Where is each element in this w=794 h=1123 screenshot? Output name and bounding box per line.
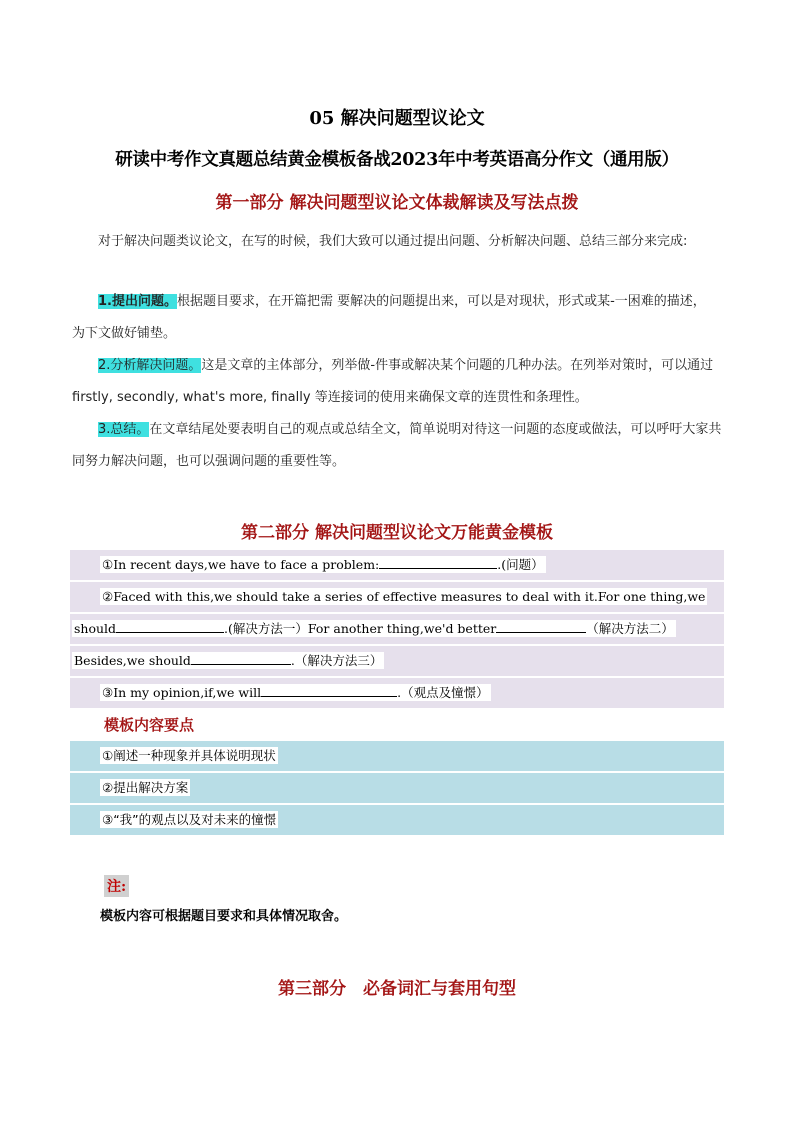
document-subtitle: 研读中考作文真题总结黄金模板备战2023年中考英语高分作文（通用版）: [115, 150, 679, 170]
note-label: 注:: [104, 875, 129, 897]
part1-heading: 第一部分 解决问题型议论文体裁解读及写法点拨: [215, 193, 579, 213]
document-title: 05 解决问题型议论文: [309, 108, 485, 129]
point1-text: 根据题目要求，在开篇把需 要解决的问题提出来，可以是对现状，形式或某-一困难的描述， 为下文做好铺垫。: [72, 294, 706, 341]
template-line-5: ③In my opinion,if,we will .（观点及憧憬）: [70, 678, 724, 708]
part1-point3: [72, 414, 722, 478]
point2-text: 这是文章的主体部分，列举做-件事或解决某个问题的几种办法。在列举对策时，可以通过 firstly, secondly, what's more, finally 等连接词的使用来确保文章的连贯性和条理性。: [72, 358, 714, 405]
part1-intro: 对于解决问题类议论文，在写的时候，我们大致可以通过提出问题、分析解决问题、总结三部分来完成:: [98, 234, 688, 249]
template-line-1: ①In recent days,we have to face a problem: .(问题）: [70, 550, 724, 580]
part3-heading: 第三部分 必备词汇与套用句型: [278, 979, 516, 999]
template-line-4: Besides,we should .（解决方法三）: [70, 646, 724, 676]
template-line-3: should .(解决方法一）For another thing,we'd better （解决方法二）: [70, 614, 724, 644]
part1-point1: [72, 286, 722, 350]
point3-label: 3.总结。: [98, 422, 150, 437]
point1-label: 1.提出问题。: [98, 294, 177, 309]
note-text: 模板内容可根据题目要求和具体情况取舍。: [100, 909, 348, 924]
template-point-3: ③“我”的观点以及对未来的憧憬: [70, 805, 724, 835]
part2-heading: 第二部分 解决问题型议论文万能黄金模板: [241, 523, 553, 543]
template-line-2: ②Faced with this,we should take a series of effective measures to deal with it.For one thing,we: [70, 582, 724, 612]
template-points-heading: 模板内容要点: [104, 716, 195, 734]
template-point-1: ①阐述一种现象并具体说明现状: [70, 741, 724, 771]
part1-point2: [72, 350, 722, 414]
point3-text: 在文章结尾处要表明自己的观点或总结全文，简单说明对待这一问题的态度或做法，可以呼吁大家共同努力解决问题，也可以强调问题的重要性等。: [72, 422, 722, 469]
template-point-2: ②提出解决方案: [70, 773, 724, 803]
point2-label: 2.分析解决问题。: [98, 358, 202, 373]
